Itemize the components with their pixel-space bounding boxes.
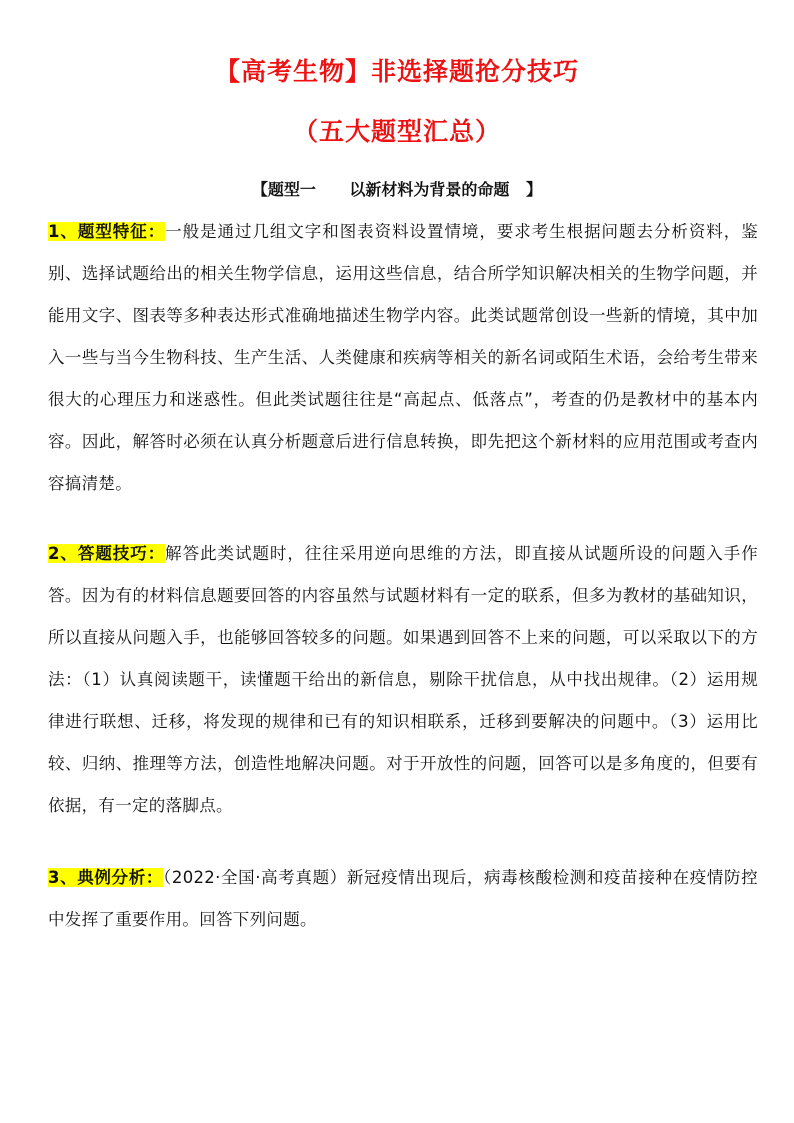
paragraph-text: 一般是通过几组文字和图表资料设置情境，要求考生根据问题去分析资料，鉴别、选择试题给出的相关生物学信息，运用这些信息，结合所学知识解决相关的生物学问题，并能用文字、图表等多种表达形式准确地描述生物学内容。此类试题常创设一些新的情境，其中加入一些与当今生物科技、生产生活、人类健康和疾病等相关的新名词或陌生术语，会给考生带来很大的心理压力和迷惑性。但此类试题往往是“高起点、低落点”，考查的仍是教材中的基本内容。因此，解答时必须在认真分析题意后进行信息转换，即先把这个新材料的应用范围或考查内容搞清楚。 xyxy=(48,222,758,493)
document-subtitle: （五大题型汇总） xyxy=(292,117,501,146)
document-title: 【高考生物】非选择题抢分技巧 xyxy=(214,57,579,86)
paragraph-example-analysis xyxy=(48,857,758,941)
section-header: 【题型一 以新材料为背景的命题 】 xyxy=(251,180,543,199)
paragraph-label: 3、典例分析： xyxy=(48,868,163,887)
paragraph-question-features xyxy=(48,211,758,505)
paragraph-answer-tips xyxy=(48,533,758,827)
paragraph-label: 2、答题技巧： xyxy=(48,544,166,563)
paragraph-text: （2022·全国·高考真题）新冠疫情出现后，病毒核酸检测和疫苗接种在疫情防控中发挥了重要作用。回答下列问题。 xyxy=(48,868,758,929)
paragraph-label: 1、题型特征： xyxy=(48,222,166,241)
paragraph-text: 解答此类试题时，往往采用逆向思维的方法，即直接从试题所设的问题入手作答。因为有的材料信息题要回答的内容虽然与试题材料有一定的联系，但多为教材的基础知识，所以直接从问题入手，也能够回答较多的问题。如果遇到回答不上来的问题，可以采取以下的方法：（1）认真阅读题干，读懂题干给出的新信息，剔除干扰信息，从中找出规律。（2）运用规律进行联想、迁移，将发现的规律和已有的知识相联系，迁移到要解决的问题中。（3）运用比较、归纳、推理等方法，创造性地解决问题。对于开放性的问题，回答可以是多角度的，但要有依据，有一定的落脚点。 xyxy=(48,544,758,815)
